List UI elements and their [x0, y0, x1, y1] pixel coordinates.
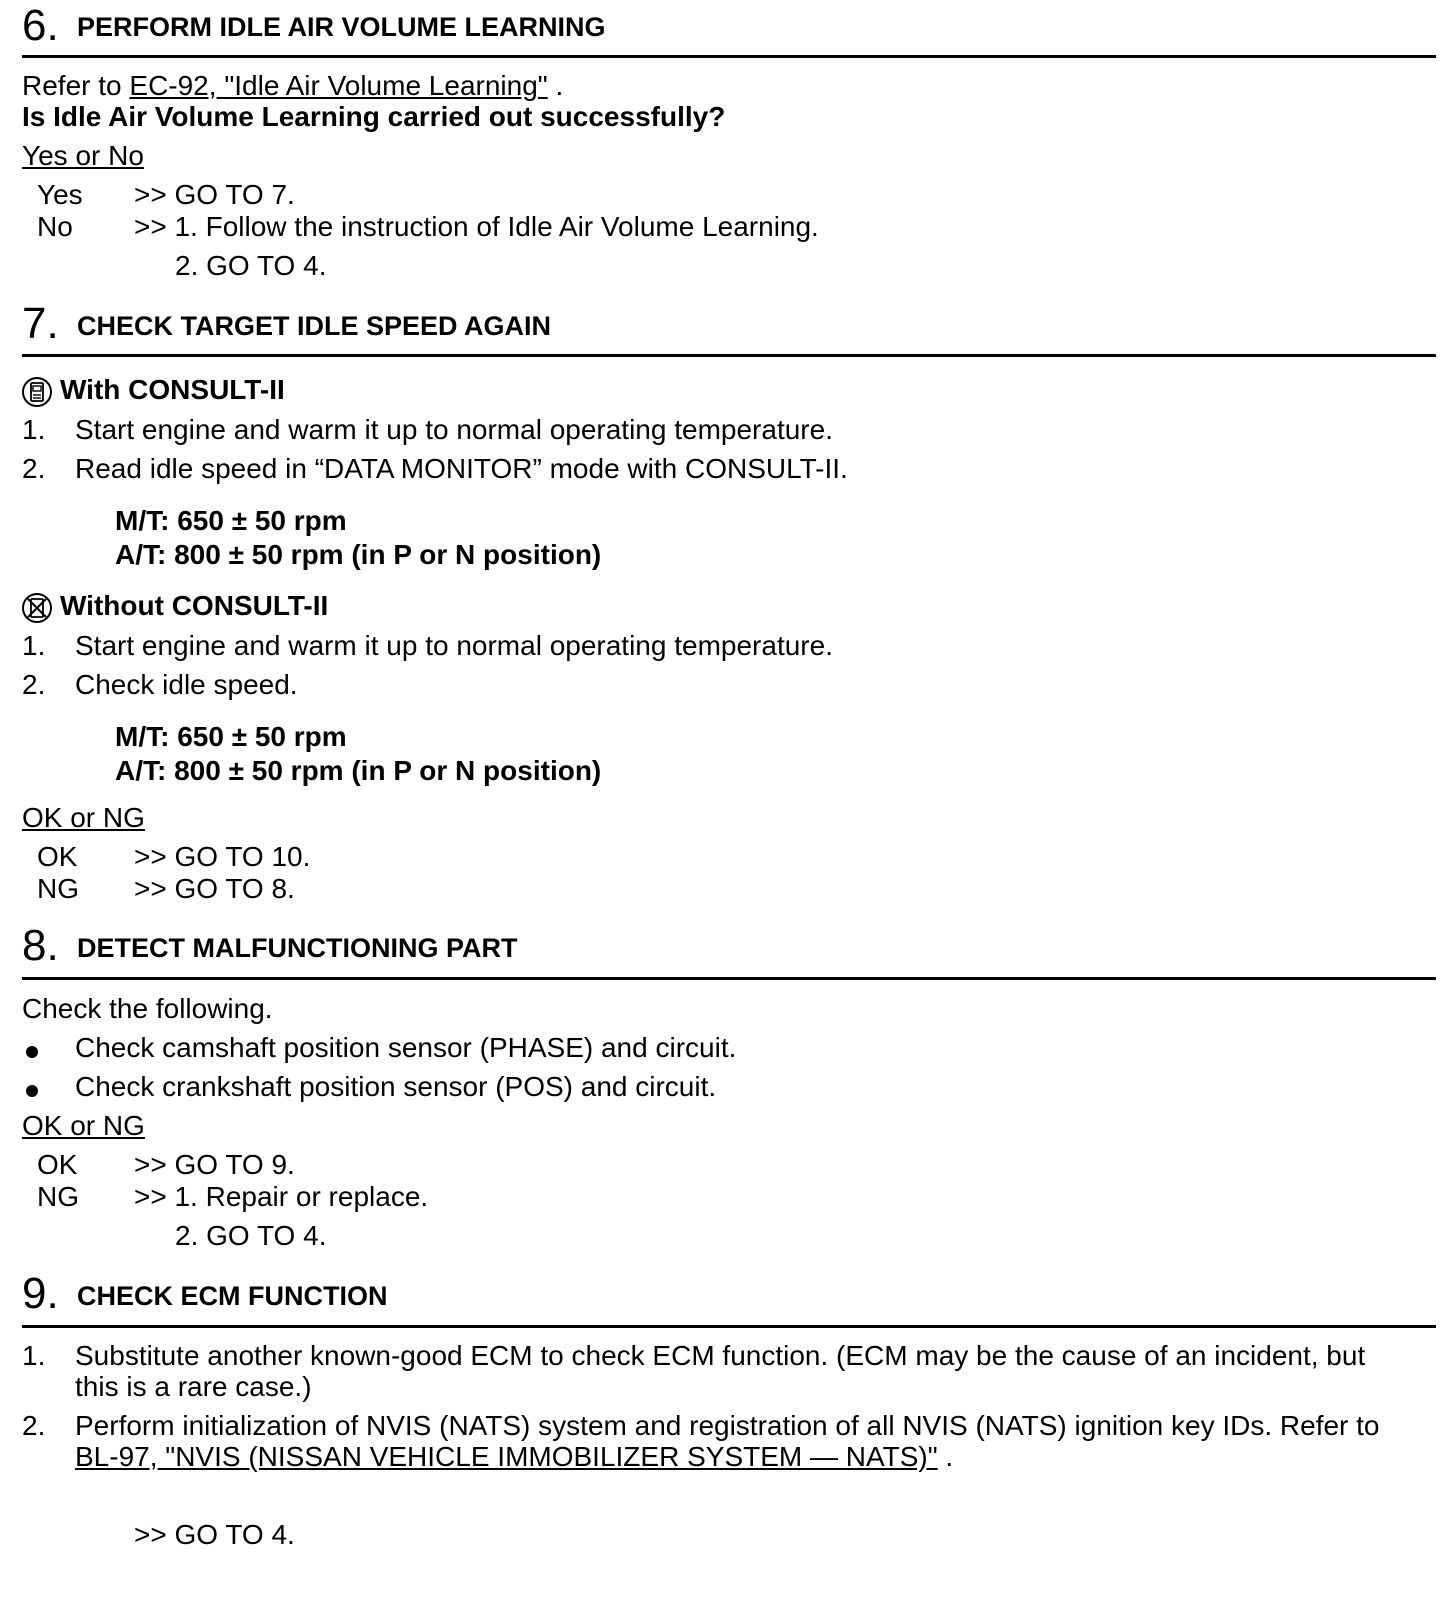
list-number: 2.: [22, 453, 46, 484]
list-number: 1.: [22, 414, 46, 445]
step-7-choice-label: OK or NG: [22, 802, 145, 833]
spec-mt: M/T: 650 ± 50 rpm: [115, 721, 347, 752]
list-number: 1.: [22, 630, 46, 661]
step-6-number: 6.: [22, 1, 59, 50]
step-6-choice-label: Yes or No: [22, 140, 144, 171]
bullet-dot: [26, 1046, 38, 1058]
without-consult-label: Without CONSULT-II: [60, 590, 329, 621]
step-7-title: CHECK TARGET IDLE SPEED AGAIN: [77, 311, 552, 341]
bullet-dot: [26, 1085, 38, 1097]
step-8-answer-continuation: 2. GO TO 4.: [175, 1220, 327, 1251]
with-consult-step-1: Start engine and warm it up to normal operating temperature.: [75, 414, 833, 445]
check-item: Check crankshaft position sensor (POS) and circuit.: [75, 1071, 717, 1102]
step-8-rule: [22, 977, 1436, 980]
consult-tool-icon: [20, 375, 54, 409]
spec-at: A/T: 800 ± 50 rpm (in P or N position): [115, 539, 602, 570]
no-consult-tool-icon: [20, 591, 54, 625]
step-6-answer-key: No: [37, 211, 73, 242]
check-item: Check camshaft position sensor (PHASE) and circuit.: [75, 1032, 737, 1063]
step-9-rule: [22, 1325, 1436, 1328]
step-7-number: 7.: [22, 299, 59, 348]
step-6-answer-value: >> 1. Follow the instruction of Idle Air Volume Learning.: [134, 211, 819, 242]
without-consult-step-2: Check idle speed.: [75, 669, 298, 700]
step-9-goto: >> GO TO 4.: [134, 1519, 295, 1550]
step-7-rule: [22, 354, 1436, 357]
ecm-step-1-line-1: Substitute another known-good ECM to check ECM function. (ECM may be the cause of an incident, but: [75, 1340, 1366, 1371]
link-suffix: .: [937, 1441, 954, 1472]
ec92-link[interactable]: EC-92, "Idle Air Volume Learning": [129, 70, 548, 101]
step-6-rule: [22, 55, 1436, 58]
list-number: 2.: [22, 669, 46, 700]
step-8-answer-value: >> 1. Repair or replace.: [134, 1181, 429, 1212]
step-6-answer-continuation: 2. GO TO 4.: [175, 250, 327, 281]
step-8-intro: Check the following.: [22, 993, 273, 1024]
step-9-number: 9.: [22, 1269, 59, 1318]
step-8-choice-label: OK or NG: [22, 1110, 145, 1141]
spec-mt: M/T: 650 ± 50 rpm: [115, 505, 347, 536]
step-6-answer-value: >> GO TO 7.: [134, 179, 295, 210]
step-8-answer-key: OK: [37, 1149, 78, 1180]
with-consult-label: With CONSULT-II: [60, 374, 285, 405]
step-8-answer-value: >> GO TO 9.: [134, 1149, 295, 1180]
step-7-answer-value: >> GO TO 10.: [134, 841, 311, 872]
refer-suffix: .: [547, 70, 564, 101]
ecm-step-2-line-1: Perform initialization of NVIS (NATS) system and registration of all NVIS (NATS) ignition key IDs. Refer to: [75, 1410, 1380, 1441]
step-7-answer-value: >> GO TO 8.: [134, 873, 295, 904]
ecm-step-2-line-2: [75, 1441, 953, 1473]
refer-line: [22, 70, 563, 102]
ecm-step-1-line-2: this is a rare case.): [75, 1371, 312, 1402]
step-6-question: Is Idle Air Volume Learning carried out successfully?: [22, 101, 726, 132]
step-7-answer-key: OK: [37, 841, 78, 872]
bl97-link[interactable]: BL-97, "NVIS (NISSAN VEHICLE IMMOBILIZER SYSTEM — NATS)": [75, 1441, 938, 1472]
step-6-answer-key: Yes: [37, 179, 83, 210]
step-6-title: PERFORM IDLE AIR VOLUME LEARNING: [77, 12, 606, 42]
spec-at: A/T: 800 ± 50 rpm (in P or N position): [115, 755, 602, 786]
refer-prefix: Refer to: [22, 70, 130, 101]
step-8-number: 8.: [22, 921, 59, 970]
step-8-title: DETECT MALFUNCTIONING PART: [77, 933, 518, 963]
list-number: 2.: [22, 1410, 46, 1441]
step-9-title: CHECK ECM FUNCTION: [77, 1281, 388, 1311]
step-7-answer-key: NG: [37, 873, 79, 904]
list-number: 1.: [22, 1340, 46, 1371]
without-consult-step-1: Start engine and warm it up to normal operating temperature.: [75, 630, 833, 661]
step-8-answer-key: NG: [37, 1181, 79, 1212]
with-consult-step-2: Read idle speed in “DATA MONITOR” mode with CONSULT-II.: [75, 453, 848, 484]
